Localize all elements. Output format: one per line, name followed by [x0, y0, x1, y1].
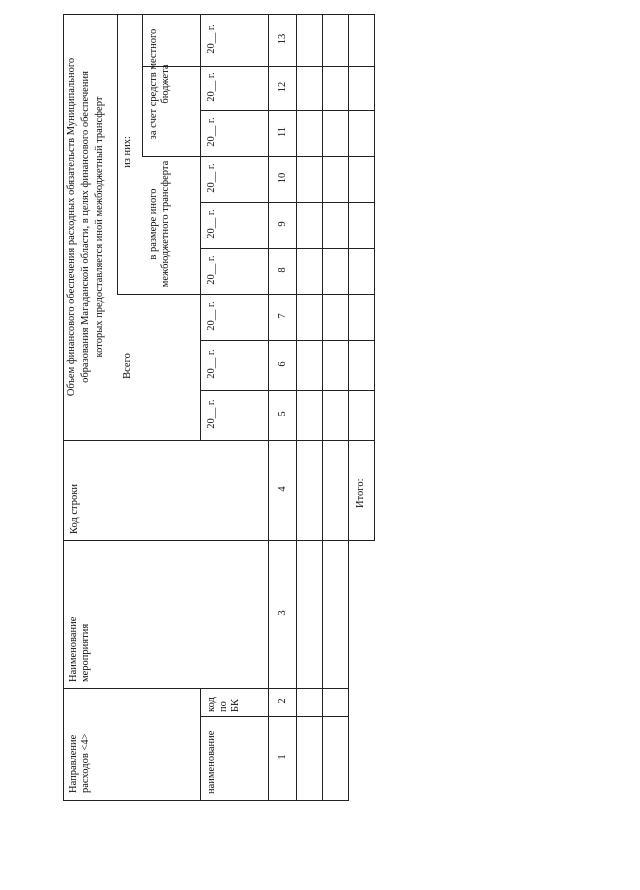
- line-kodbk-naim: [200, 716, 348, 717]
- header-naimenovanie-meropriyatiya: Наименование мероприятия: [68, 616, 91, 682]
- year-col-13: 20__ г.: [206, 24, 217, 54]
- header-kod-po-bk: код по БК: [206, 697, 241, 712]
- column-number-7: 7: [277, 313, 288, 319]
- header-v-razmere: в размере иного межбюджетного трансферта: [148, 160, 171, 288]
- column-number-10: 10: [277, 172, 288, 184]
- line-above-numbers: [268, 14, 269, 801]
- column-number-9: 9: [277, 221, 288, 227]
- column-number-1: 1: [277, 754, 288, 760]
- header-iz-nih: из них:: [122, 136, 133, 168]
- line-year-13-12: [142, 66, 374, 67]
- line-kod-meropr: [63, 540, 374, 541]
- line-data-row: [322, 14, 323, 801]
- header-obem-line1: Объем финансового обеспечения расходных обязательств Муниципального: [66, 57, 77, 397]
- header-obem-line2: образования Магаданской области, в целях финансового обеспечения: [80, 71, 91, 383]
- line-obem-kod: [63, 440, 374, 441]
- line-under-iz-nih: [142, 14, 143, 157]
- table-border-bottom: [374, 14, 375, 541]
- column-number-2: 2: [277, 698, 288, 704]
- header-vsego: Всего: [122, 353, 133, 379]
- table-border-top: [63, 14, 64, 801]
- header-kod-stroki: Код строки: [69, 484, 80, 534]
- column-number-4: 4: [277, 486, 288, 492]
- year-col-10: 20__ г.: [206, 163, 217, 193]
- line-under-obem: [117, 14, 118, 295]
- year-col-8: 20__ г.: [206, 255, 217, 285]
- column-number-3: 3: [277, 610, 288, 616]
- header-naimenovanie: наименование: [206, 730, 217, 794]
- line-below-numbers: [296, 14, 297, 801]
- year-col-5: 20__ г.: [206, 399, 217, 429]
- year-col-9: 20__ г.: [206, 209, 217, 239]
- line-year-8-7: [117, 294, 374, 295]
- line-year-11-10: [142, 156, 374, 157]
- column-number-11: 11: [277, 126, 288, 138]
- column-number-12: 12: [277, 81, 288, 93]
- line-itogo-row: [348, 14, 349, 801]
- column-number-13: 13: [277, 33, 288, 45]
- itogo-label: Итого:: [355, 478, 366, 508]
- year-col-12: 20__ г.: [206, 72, 217, 102]
- line-meropr-napr: [63, 688, 348, 689]
- year-col-7: 20__ г.: [206, 301, 217, 331]
- header-za-schet: за счет средств местного бюджета: [148, 28, 171, 140]
- table-border-right: [63, 14, 374, 15]
- year-col-11: 20__ г.: [206, 117, 217, 147]
- column-number-8: 8: [277, 267, 288, 273]
- column-number-6: 6: [277, 361, 288, 367]
- header-obem-line3: которых предоставляется иной межбюджетный трансферт: [94, 96, 105, 358]
- header-napravlenie: Направление расходов <4>: [68, 733, 91, 793]
- line-above-years: [200, 14, 201, 441]
- column-number-5: 5: [277, 411, 288, 417]
- year-col-6: 20__ г.: [206, 349, 217, 379]
- table-border-left: [63, 800, 348, 801]
- line-above-naim-kod: [200, 688, 201, 801]
